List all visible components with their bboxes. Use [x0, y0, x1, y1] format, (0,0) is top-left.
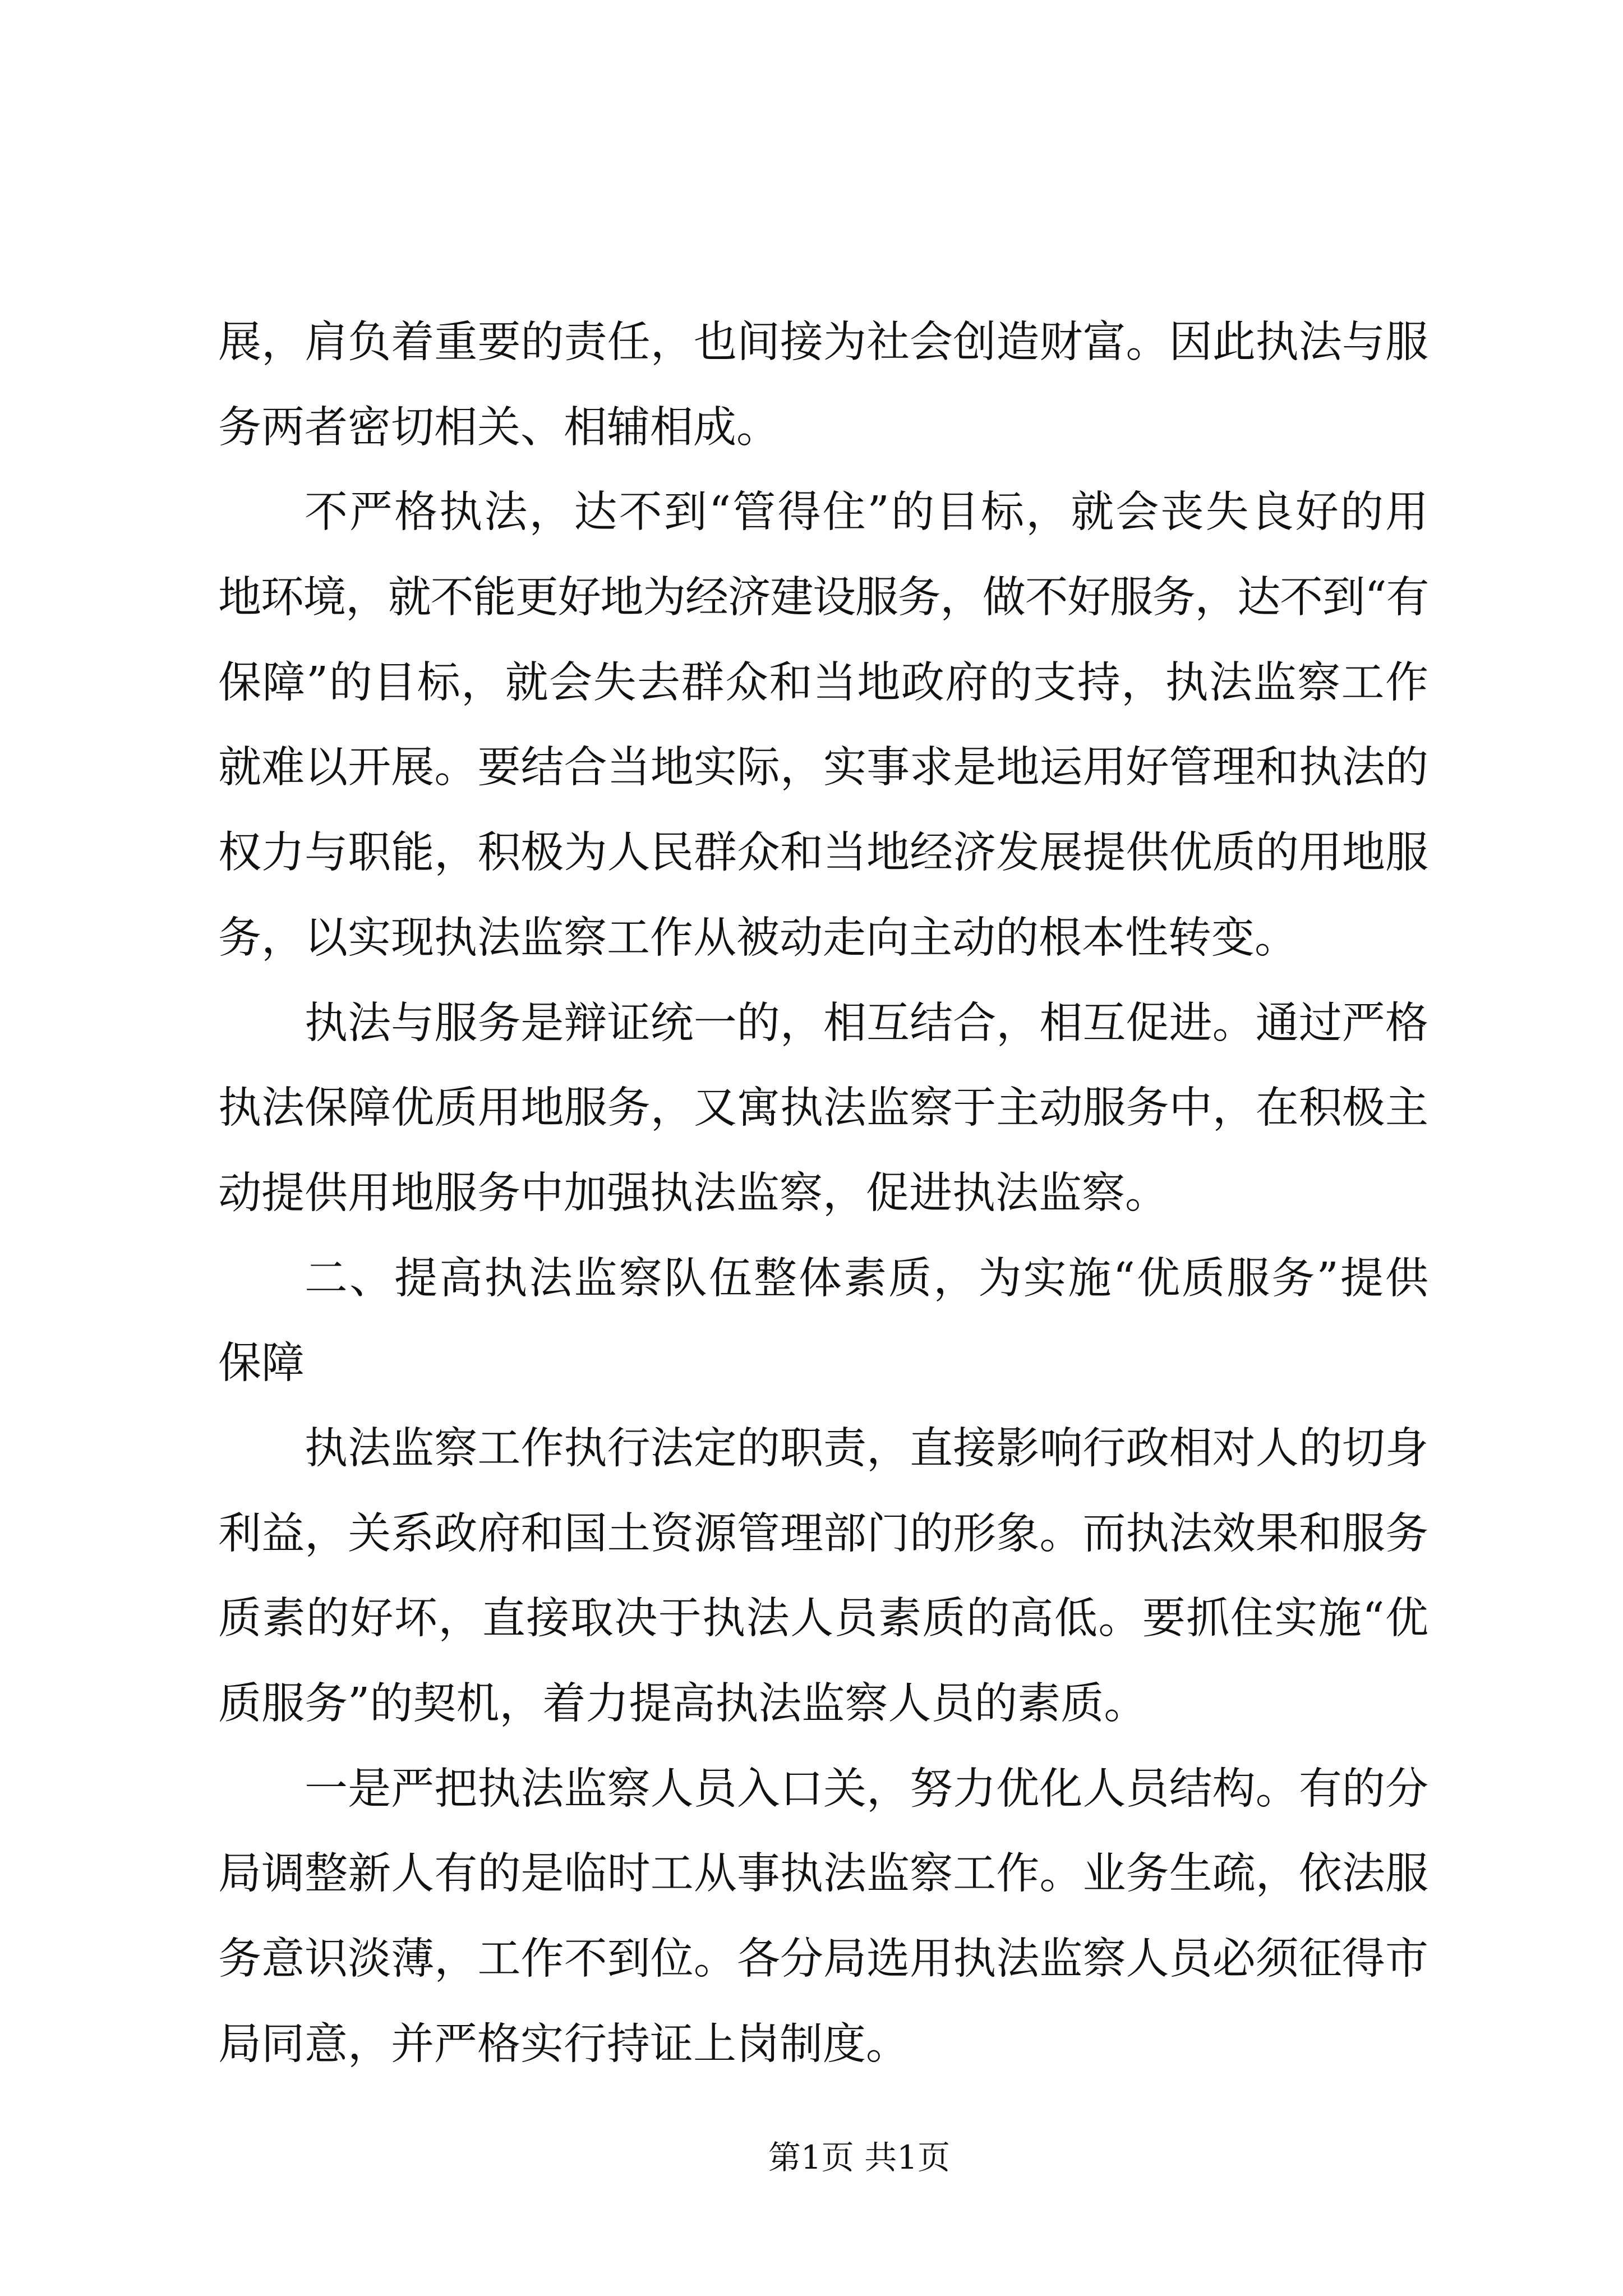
text-line: 动提供用地服务中加强执法监察，促进执法监察。: [218, 1168, 1168, 1218]
text-line: 利益，关系政府和国土资源管理部门的形象。而执法效果和服务: [218, 1508, 1428, 1559]
text-line: 务两者密切相关、相辅相成。: [218, 402, 780, 453]
text-line: 不严格执法，达不到“管得住”的目标，就会丧失良好的用: [305, 487, 1428, 538]
paragraph: [218, 470, 1428, 981]
text-line: 务，以实现执法监察工作从被动走向主动的根本性转变。: [218, 913, 1298, 963]
text-line: 执法保障优质用地服务，又寓执法监察于主动服务中，在积极主: [218, 1083, 1428, 1134]
text-line: 执法与服务是辩证统一的，相互结合，相互促进。通过严格: [305, 998, 1428, 1048]
body-text: [218, 300, 1428, 2087]
text-line: 地环境，就不能更好地为经济建设服务，做不好服务，达不到“有: [218, 573, 1428, 623]
text-line: 务意识淡薄，工作不到位。各分局选用执法监察人员必须征得市: [218, 1934, 1428, 1985]
paragraph-continuation: [218, 300, 1428, 470]
paragraph: [218, 981, 1428, 1236]
text-line: 局同意，并严格实行持证上岗制度。: [218, 2019, 909, 2069]
paragraph: [218, 1406, 1428, 1747]
paragraph: [218, 1747, 1428, 2087]
text-line: 质素的好坏，直接取决于执法人员素质的高低。要抓住实施“优: [218, 1594, 1428, 1644]
heading-line: 二、提高执法监察队伍整体素质，为实施“优质服务”提供: [305, 1253, 1428, 1304]
text-line: 质服务”的契机，着力提高执法监察人员的素质。: [218, 1679, 1147, 1729]
text-line: 就难以开展。要结合当地实际，实事求是地运用好管理和执法的: [218, 743, 1428, 793]
text-line: 展，肩负着重要的责任，也间接为社会创造财富。因此执法与服: [218, 318, 1428, 367]
text-line: 局调整新人有的是临时工从事执法监察工作。业务生疏，依法服: [218, 1849, 1428, 1899]
text-line: 权力与职能，积极为人民群众和当地经济发展提供优质的用地服: [218, 828, 1428, 878]
text-line: 保障”的目标，就会失去群众和当地政府的支持，执法监察工作: [218, 657, 1428, 708]
text-line: 一是严把执法监察人员入口关，努力优化人员结构。有的分: [305, 1764, 1428, 1814]
page-number-footer: 第1页 共1页: [768, 2138, 951, 2177]
section-heading: [218, 1236, 1428, 1406]
heading-line: 保障: [218, 1338, 305, 1389]
text-line: 执法监察工作执行法定的职责，直接影响行政相对人的切身: [305, 1423, 1428, 1474]
